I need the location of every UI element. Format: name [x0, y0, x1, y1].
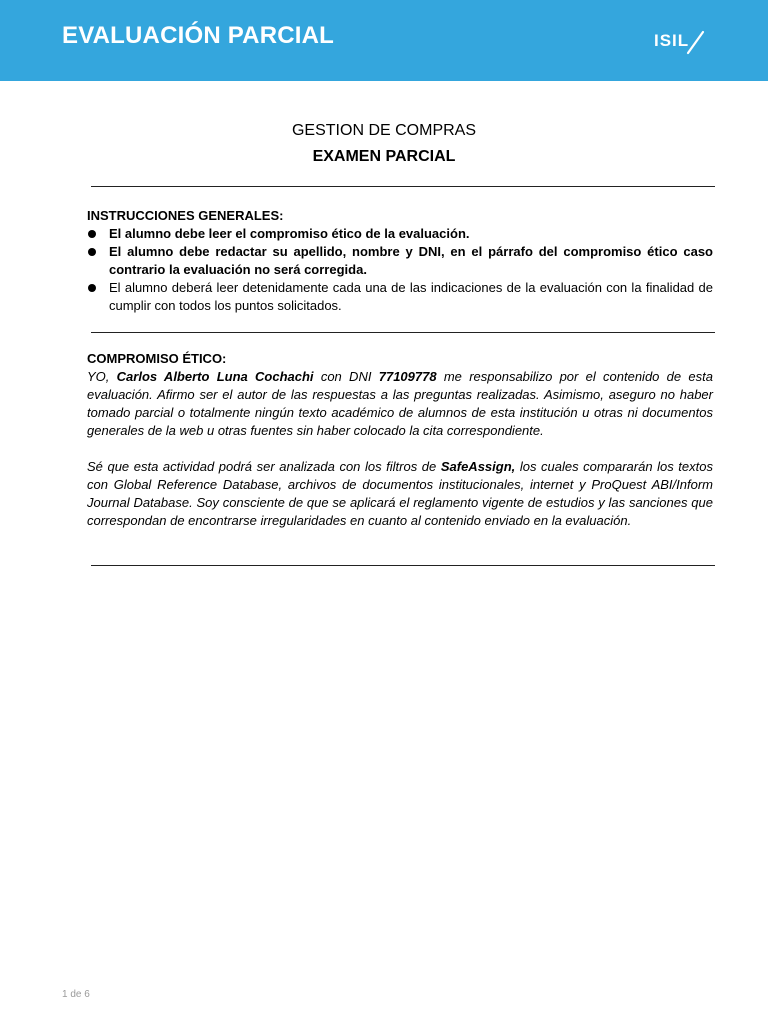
ethics-section [87, 350, 713, 530]
list-item [87, 279, 713, 315]
tool-name: SafeAssign, [440, 459, 516, 474]
ethics-text: me responsabilizo por el contenido de esta evaluación. Afirmo ser el autor de las respuestas a las preguntas realizadas. Asimismo, aseguro no haber tomado parcial o totalmente ningún texto académico de alumnos de esta institución u otras ni documentos generales de la web u otras fuentes sin haber colocado la cita correspondiente. [87, 369, 713, 438]
instructions-section [87, 207, 713, 315]
ethics-paragraph [87, 368, 713, 440]
divider [91, 332, 715, 333]
ethics-title: COMPROMISO ÉTICO: [87, 351, 227, 366]
instructions-title: INSTRUCCIONES GENERALES: [87, 208, 284, 223]
instruction-text: El alumno debe leer el compromiso ético de la evaluación. [109, 226, 470, 241]
list-item [87, 225, 713, 243]
instructions-list [87, 225, 713, 315]
isil-logo [654, 28, 714, 56]
page-title: EVALUACIÓN PARCIAL [62, 22, 335, 49]
bullet-icon [88, 248, 96, 256]
divider [91, 186, 715, 187]
ethics-text: YO, [87, 369, 117, 384]
exam-title: EXAMEN PARCIAL [312, 148, 456, 165]
instruction-text: El alumno deberá leer detenidamente cada una de las indicaciones de la evaluación con la finalidad de cumplir con todos los puntos solicitados. [109, 280, 713, 313]
student-dni: 77109778 [378, 369, 437, 384]
divider [91, 565, 715, 566]
course-title: GESTION DE COMPRAS [291, 122, 477, 139]
logo-slash-icon [685, 28, 707, 56]
header-bar [0, 0, 768, 81]
student-name: Carlos Alberto Luna Cochachi [116, 369, 314, 384]
bullet-icon [88, 230, 96, 238]
ethics-paragraph [87, 458, 713, 530]
instruction-text: El alumno debe redactar su apellido, nombre y DNI, en el párrafo del compromiso ético caso contrario la evaluación no será corregida. [109, 244, 713, 277]
list-item [87, 243, 713, 279]
bullet-icon [88, 284, 96, 292]
ethics-text: los cuales compararán los textos con Global Reference Database, archivos de documentos institucionales, internet y ProQuest ABI/Inform Journal Database. Soy consciente de que se aplicará el reglamento vigente de estudios y las sanciones que correspondan de encontrarse irregularidades en cuanto al contenido enviado en la evaluación. [87, 459, 713, 528]
page-number: 1 de 6 [62, 989, 90, 1000]
logo-text: ISIL [654, 31, 690, 50]
ethics-text: Sé que esta actividad podrá ser analizada con los filtros de [87, 459, 441, 474]
ethics-text: con DNI [313, 369, 379, 384]
